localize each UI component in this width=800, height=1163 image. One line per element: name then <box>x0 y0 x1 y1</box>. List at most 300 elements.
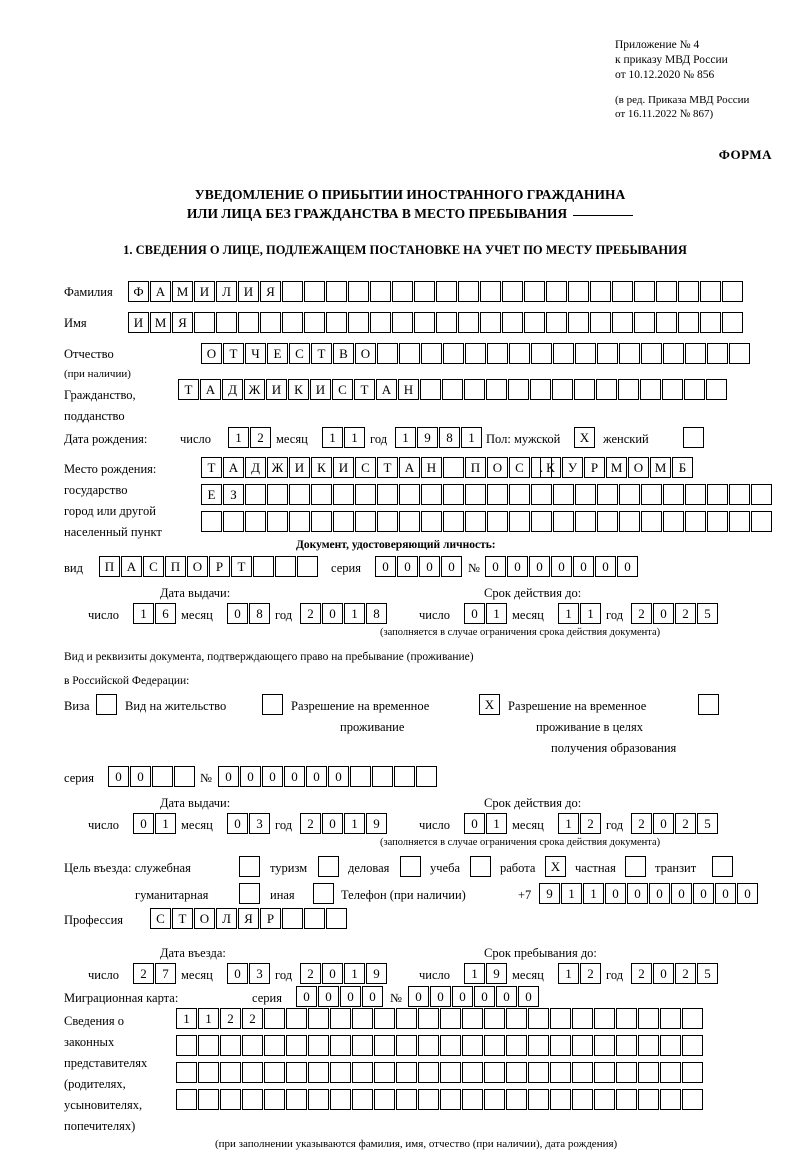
char-cell[interactable] <box>751 484 772 505</box>
char-cell[interactable]: 0 <box>627 883 648 904</box>
char-cell[interactable] <box>572 1089 593 1110</box>
char-cell[interactable]: С <box>143 556 164 577</box>
char-cell[interactable]: 0 <box>408 986 429 1007</box>
char-cell[interactable] <box>176 1035 197 1056</box>
char-cell[interactable] <box>619 484 640 505</box>
char-cell[interactable] <box>198 1035 219 1056</box>
char-cell[interactable]: 0 <box>362 986 383 1007</box>
char-cell[interactable]: Т <box>223 343 244 364</box>
char-cell[interactable] <box>392 312 413 333</box>
char-cell[interactable] <box>634 312 655 333</box>
char-cell[interactable] <box>678 312 699 333</box>
char-cell[interactable] <box>458 312 479 333</box>
char-cell[interactable] <box>352 1089 373 1110</box>
char-cell[interactable] <box>152 766 173 787</box>
char-cell[interactable] <box>685 484 706 505</box>
char-cell[interactable] <box>330 1089 351 1110</box>
char-cell[interactable] <box>663 511 684 532</box>
char-cell[interactable] <box>267 511 288 532</box>
char-cell[interactable]: М <box>650 457 671 478</box>
char-cell[interactable] <box>509 511 530 532</box>
char-cell[interactable] <box>484 1062 505 1083</box>
char-cell[interactable]: 9 <box>366 813 387 834</box>
char-cell[interactable] <box>531 511 552 532</box>
char-cell[interactable] <box>685 343 706 364</box>
char-cell[interactable] <box>484 1089 505 1110</box>
field-right-issue-day[interactable] <box>133 813 177 834</box>
char-cell[interactable] <box>729 511 750 532</box>
char-cell[interactable] <box>707 511 728 532</box>
char-cell[interactable] <box>396 1008 417 1029</box>
char-cell[interactable] <box>553 343 574 364</box>
char-cell[interactable] <box>574 379 595 400</box>
char-cell[interactable] <box>174 766 195 787</box>
char-cell[interactable] <box>616 1008 637 1029</box>
field-phone[interactable] <box>539 883 759 904</box>
char-cell[interactable] <box>308 1062 329 1083</box>
char-cell[interactable]: Я <box>238 908 259 929</box>
char-cell[interactable] <box>531 484 552 505</box>
char-cell[interactable] <box>223 511 244 532</box>
checkbox-visa[interactable] <box>96 694 117 715</box>
char-cell[interactable]: 0 <box>340 986 361 1007</box>
char-cell[interactable] <box>443 511 464 532</box>
char-cell[interactable]: 1 <box>155 813 176 834</box>
checkbox-purpose-tourism[interactable] <box>318 856 339 877</box>
char-cell[interactable] <box>418 1089 439 1110</box>
char-cell[interactable]: 2 <box>300 603 321 624</box>
char-cell[interactable] <box>722 312 743 333</box>
char-cell[interactable]: 1 <box>344 963 365 984</box>
char-cell[interactable] <box>264 1089 285 1110</box>
char-cell[interactable] <box>594 1008 615 1029</box>
char-cell[interactable] <box>590 281 611 302</box>
char-cell[interactable] <box>282 908 303 929</box>
char-cell[interactable]: Л <box>216 908 237 929</box>
char-cell[interactable] <box>304 281 325 302</box>
char-cell[interactable]: 0 <box>430 986 451 1007</box>
char-cell[interactable]: Т <box>231 556 252 577</box>
checkbox-temp-residence[interactable]: X <box>479 694 500 715</box>
char-cell[interactable]: 0 <box>375 556 396 577</box>
char-cell[interactable] <box>634 281 655 302</box>
char-cell[interactable] <box>707 343 728 364</box>
char-cell[interactable] <box>418 1062 439 1083</box>
char-cell[interactable] <box>462 1062 483 1083</box>
checkbox-sex-male[interactable]: X <box>574 427 595 448</box>
char-cell[interactable]: 0 <box>653 603 674 624</box>
char-cell[interactable] <box>442 379 463 400</box>
char-cell[interactable] <box>245 484 266 505</box>
char-cell[interactable]: 0 <box>474 986 495 1007</box>
char-cell[interactable] <box>194 312 215 333</box>
char-cell[interactable] <box>575 511 596 532</box>
char-cell[interactable]: 1 <box>344 813 365 834</box>
char-cell[interactable] <box>462 1035 483 1056</box>
char-cell[interactable]: О <box>201 343 222 364</box>
field-name[interactable] <box>128 312 744 333</box>
field-legal-rep-row-4[interactable] <box>176 1089 704 1110</box>
char-cell[interactable] <box>480 312 501 333</box>
char-cell[interactable]: Д <box>222 379 243 400</box>
field-right-series[interactable] <box>108 766 196 787</box>
char-cell[interactable]: 1 <box>344 603 365 624</box>
char-cell[interactable] <box>616 1035 637 1056</box>
field-legal-rep-row-1[interactable] <box>176 1008 704 1029</box>
char-cell[interactable]: 0 <box>464 813 485 834</box>
char-cell[interactable] <box>682 1089 703 1110</box>
char-cell[interactable] <box>330 1008 351 1029</box>
char-cell[interactable]: 0 <box>653 813 674 834</box>
char-cell[interactable] <box>597 484 618 505</box>
char-cell[interactable]: 9 <box>366 963 387 984</box>
char-cell[interactable] <box>242 1062 263 1083</box>
char-cell[interactable]: 0 <box>653 963 674 984</box>
field-doc-series[interactable] <box>375 556 463 577</box>
char-cell[interactable] <box>282 281 303 302</box>
char-cell[interactable]: Ч <box>245 343 266 364</box>
char-cell[interactable] <box>333 511 354 532</box>
char-cell[interactable]: 2 <box>300 813 321 834</box>
char-cell[interactable] <box>663 343 684 364</box>
char-cell[interactable] <box>374 1008 395 1029</box>
char-cell[interactable]: 2 <box>631 813 652 834</box>
field-doc-number[interactable] <box>485 556 639 577</box>
char-cell[interactable] <box>506 1089 527 1110</box>
char-cell[interactable]: 9 <box>486 963 507 984</box>
char-cell[interactable]: Д <box>245 457 266 478</box>
char-cell[interactable] <box>238 312 259 333</box>
char-cell[interactable] <box>264 1008 285 1029</box>
char-cell[interactable]: 1 <box>176 1008 197 1029</box>
field-right-valid-month[interactable] <box>558 813 602 834</box>
char-cell[interactable] <box>682 1035 703 1056</box>
char-cell[interactable] <box>352 1008 373 1029</box>
char-cell[interactable]: 5 <box>697 963 718 984</box>
checkbox-purpose-business[interactable] <box>400 856 421 877</box>
char-cell[interactable] <box>508 379 529 400</box>
char-cell[interactable] <box>594 1089 615 1110</box>
field-birth-place-state[interactable] <box>201 457 553 478</box>
char-cell[interactable]: К <box>288 379 309 400</box>
char-cell[interactable]: 6 <box>155 603 176 624</box>
char-cell[interactable] <box>528 1008 549 1029</box>
char-cell[interactable] <box>216 312 237 333</box>
char-cell[interactable] <box>660 1035 681 1056</box>
checkbox-purpose-private[interactable] <box>625 856 646 877</box>
char-cell[interactable] <box>638 1035 659 1056</box>
char-cell[interactable] <box>414 312 435 333</box>
char-cell[interactable]: 0 <box>737 883 758 904</box>
char-cell[interactable]: 0 <box>262 766 283 787</box>
char-cell[interactable]: О <box>628 457 649 478</box>
field-doc-valid-month[interactable] <box>558 603 602 624</box>
char-cell[interactable] <box>201 511 222 532</box>
char-cell[interactable] <box>286 1008 307 1029</box>
char-cell[interactable] <box>722 281 743 302</box>
char-cell[interactable] <box>751 511 772 532</box>
char-cell[interactable] <box>372 766 393 787</box>
char-cell[interactable]: Я <box>172 312 193 333</box>
char-cell[interactable]: Ф <box>128 281 149 302</box>
char-cell[interactable]: 2 <box>300 963 321 984</box>
char-cell[interactable] <box>524 312 545 333</box>
char-cell[interactable] <box>509 484 530 505</box>
char-cell[interactable] <box>553 484 574 505</box>
char-cell[interactable]: 9 <box>539 883 560 904</box>
char-cell[interactable]: 0 <box>397 556 418 577</box>
char-cell[interactable]: 2 <box>580 963 601 984</box>
char-cell[interactable]: 0 <box>318 986 339 1007</box>
char-cell[interactable] <box>440 1008 461 1029</box>
char-cell[interactable]: 3 <box>249 813 270 834</box>
field-citizenship[interactable] <box>178 379 728 400</box>
char-cell[interactable] <box>619 343 640 364</box>
char-cell[interactable] <box>348 312 369 333</box>
char-cell[interactable] <box>596 379 617 400</box>
char-cell[interactable] <box>502 281 523 302</box>
field-birth-place-city-row1[interactable] <box>201 484 773 505</box>
char-cell[interactable] <box>440 1062 461 1083</box>
char-cell[interactable] <box>707 484 728 505</box>
char-cell[interactable]: Н <box>398 379 419 400</box>
char-cell[interactable]: Л <box>216 281 237 302</box>
char-cell[interactable]: Р <box>209 556 230 577</box>
char-cell[interactable] <box>355 511 376 532</box>
char-cell[interactable]: 1 <box>486 603 507 624</box>
char-cell[interactable]: 0 <box>240 766 261 787</box>
char-cell[interactable]: 0 <box>108 766 129 787</box>
field-profession[interactable] <box>150 908 348 929</box>
char-cell[interactable] <box>440 1089 461 1110</box>
char-cell[interactable] <box>443 457 464 478</box>
field-entry-month[interactable] <box>227 963 271 984</box>
char-cell[interactable] <box>612 281 633 302</box>
char-cell[interactable]: О <box>187 556 208 577</box>
char-cell[interactable]: 0 <box>529 556 550 577</box>
char-cell[interactable]: 0 <box>227 963 248 984</box>
char-cell[interactable] <box>487 511 508 532</box>
char-cell[interactable] <box>612 312 633 333</box>
char-cell[interactable]: 5 <box>697 603 718 624</box>
char-cell[interactable] <box>394 766 415 787</box>
char-cell[interactable] <box>597 511 618 532</box>
char-cell[interactable] <box>326 312 347 333</box>
char-cell[interactable] <box>350 766 371 787</box>
char-cell[interactable] <box>420 379 441 400</box>
char-cell[interactable]: 8 <box>366 603 387 624</box>
char-cell[interactable] <box>572 1035 593 1056</box>
char-cell[interactable]: 2 <box>250 427 271 448</box>
char-cell[interactable] <box>506 1062 527 1083</box>
char-cell[interactable] <box>700 312 721 333</box>
char-cell[interactable] <box>660 1008 681 1029</box>
field-entry-day[interactable] <box>133 963 177 984</box>
char-cell[interactable]: К <box>540 457 561 478</box>
char-cell[interactable]: 8 <box>249 603 270 624</box>
char-cell[interactable] <box>678 281 699 302</box>
char-cell[interactable]: С <box>150 908 171 929</box>
char-cell[interactable] <box>399 511 420 532</box>
char-cell[interactable]: А <box>200 379 221 400</box>
char-cell[interactable]: И <box>310 379 331 400</box>
char-cell[interactable] <box>416 766 437 787</box>
field-doc-valid-day[interactable] <box>464 603 508 624</box>
char-cell[interactable]: 1 <box>583 883 604 904</box>
char-cell[interactable]: П <box>465 457 486 478</box>
char-cell[interactable]: Е <box>267 343 288 364</box>
char-cell[interactable] <box>568 312 589 333</box>
char-cell[interactable]: М <box>150 312 171 333</box>
char-cell[interactable]: . <box>531 457 552 478</box>
char-cell[interactable]: 0 <box>617 556 638 577</box>
char-cell[interactable] <box>682 1062 703 1083</box>
char-cell[interactable] <box>594 1035 615 1056</box>
char-cell[interactable] <box>333 484 354 505</box>
field-doc-issue-day[interactable] <box>133 603 177 624</box>
char-cell[interactable] <box>464 379 485 400</box>
field-stay-day[interactable] <box>464 963 508 984</box>
char-cell[interactable] <box>304 312 325 333</box>
char-cell[interactable]: И <box>238 281 259 302</box>
char-cell[interactable] <box>531 343 552 364</box>
char-cell[interactable] <box>348 281 369 302</box>
char-cell[interactable] <box>352 1062 373 1083</box>
field-birth-place-city-row2[interactable] <box>201 511 773 532</box>
char-cell[interactable]: 1 <box>561 883 582 904</box>
char-cell[interactable] <box>616 1062 637 1083</box>
checkbox-residence-permit[interactable] <box>262 694 283 715</box>
char-cell[interactable] <box>553 511 574 532</box>
char-cell[interactable]: А <box>223 457 244 478</box>
field-birth-month[interactable] <box>322 427 366 448</box>
char-cell[interactable] <box>436 312 457 333</box>
char-cell[interactable]: 5 <box>697 813 718 834</box>
char-cell[interactable] <box>684 379 705 400</box>
field-right-issue-year[interactable] <box>300 813 388 834</box>
char-cell[interactable]: В <box>333 343 354 364</box>
char-cell[interactable]: 1 <box>580 603 601 624</box>
char-cell[interactable]: 0 <box>419 556 440 577</box>
char-cell[interactable] <box>484 1035 505 1056</box>
char-cell[interactable]: 0 <box>227 813 248 834</box>
char-cell[interactable] <box>304 908 325 929</box>
char-cell[interactable] <box>641 484 662 505</box>
char-cell[interactable]: 0 <box>227 603 248 624</box>
char-cell[interactable]: Н <box>421 457 442 478</box>
char-cell[interactable]: Р <box>584 457 605 478</box>
char-cell[interactable]: 1 <box>133 603 154 624</box>
char-cell[interactable] <box>355 484 376 505</box>
char-cell[interactable]: С <box>509 457 530 478</box>
char-cell[interactable]: А <box>376 379 397 400</box>
char-cell[interactable] <box>729 343 750 364</box>
char-cell[interactable]: 7 <box>155 963 176 984</box>
char-cell[interactable] <box>640 379 661 400</box>
char-cell[interactable]: 0 <box>296 986 317 1007</box>
char-cell[interactable] <box>374 1035 395 1056</box>
char-cell[interactable] <box>330 1062 351 1083</box>
char-cell[interactable] <box>396 1062 417 1083</box>
char-cell[interactable] <box>706 379 727 400</box>
char-cell[interactable] <box>374 1062 395 1083</box>
char-cell[interactable] <box>308 1008 329 1029</box>
char-cell[interactable]: С <box>332 379 353 400</box>
char-cell[interactable] <box>552 379 573 400</box>
char-cell[interactable] <box>286 1062 307 1083</box>
char-cell[interactable]: И <box>333 457 354 478</box>
char-cell[interactable] <box>462 1089 483 1110</box>
char-cell[interactable]: 1 <box>464 963 485 984</box>
char-cell[interactable]: 2 <box>675 603 696 624</box>
char-cell[interactable] <box>641 511 662 532</box>
char-cell[interactable]: 0 <box>551 556 572 577</box>
char-cell[interactable] <box>575 484 596 505</box>
char-cell[interactable] <box>242 1089 263 1110</box>
char-cell[interactable]: 0 <box>693 883 714 904</box>
char-cell[interactable] <box>176 1062 197 1083</box>
char-cell[interactable] <box>656 281 677 302</box>
char-cell[interactable]: 1 <box>558 603 579 624</box>
char-cell[interactable] <box>392 281 413 302</box>
char-cell[interactable] <box>414 281 435 302</box>
char-cell[interactable] <box>524 281 545 302</box>
char-cell[interactable] <box>641 343 662 364</box>
char-cell[interactable]: М <box>172 281 193 302</box>
char-cell[interactable]: 2 <box>631 603 652 624</box>
char-cell[interactable] <box>421 484 442 505</box>
char-cell[interactable]: Т <box>201 457 222 478</box>
field-birth-year[interactable] <box>395 427 483 448</box>
char-cell[interactable]: 1 <box>461 427 482 448</box>
char-cell[interactable] <box>370 281 391 302</box>
char-cell[interactable] <box>530 379 551 400</box>
field-entry-year[interactable] <box>300 963 388 984</box>
char-cell[interactable] <box>550 1008 571 1029</box>
char-cell[interactable] <box>663 484 684 505</box>
char-cell[interactable] <box>662 379 683 400</box>
char-cell[interactable]: Т <box>311 343 332 364</box>
char-cell[interactable] <box>260 312 281 333</box>
char-cell[interactable] <box>399 484 420 505</box>
field-patronymic[interactable] <box>201 343 751 364</box>
char-cell[interactable] <box>330 1035 351 1056</box>
checkbox-purpose-humanitarian[interactable] <box>239 883 260 904</box>
char-cell[interactable]: 1 <box>198 1008 219 1029</box>
char-cell[interactable] <box>245 511 266 532</box>
char-cell[interactable] <box>297 556 318 577</box>
char-cell[interactable]: Р <box>260 908 281 929</box>
char-cell[interactable] <box>220 1089 241 1110</box>
char-cell[interactable] <box>264 1035 285 1056</box>
char-cell[interactable] <box>616 1089 637 1110</box>
char-cell[interactable] <box>660 1062 681 1083</box>
char-cell[interactable] <box>486 379 507 400</box>
char-cell[interactable]: 0 <box>464 603 485 624</box>
char-cell[interactable]: И <box>194 281 215 302</box>
char-cell[interactable]: С <box>355 457 376 478</box>
char-cell[interactable] <box>509 343 530 364</box>
char-cell[interactable] <box>597 343 618 364</box>
char-cell[interactable]: 0 <box>595 556 616 577</box>
char-cell[interactable]: 3 <box>249 963 270 984</box>
char-cell[interactable]: 0 <box>518 986 539 1007</box>
char-cell[interactable]: К <box>311 457 332 478</box>
char-cell[interactable] <box>176 1089 197 1110</box>
char-cell[interactable]: 1 <box>558 813 579 834</box>
char-cell[interactable]: О <box>487 457 508 478</box>
char-cell[interactable] <box>458 281 479 302</box>
